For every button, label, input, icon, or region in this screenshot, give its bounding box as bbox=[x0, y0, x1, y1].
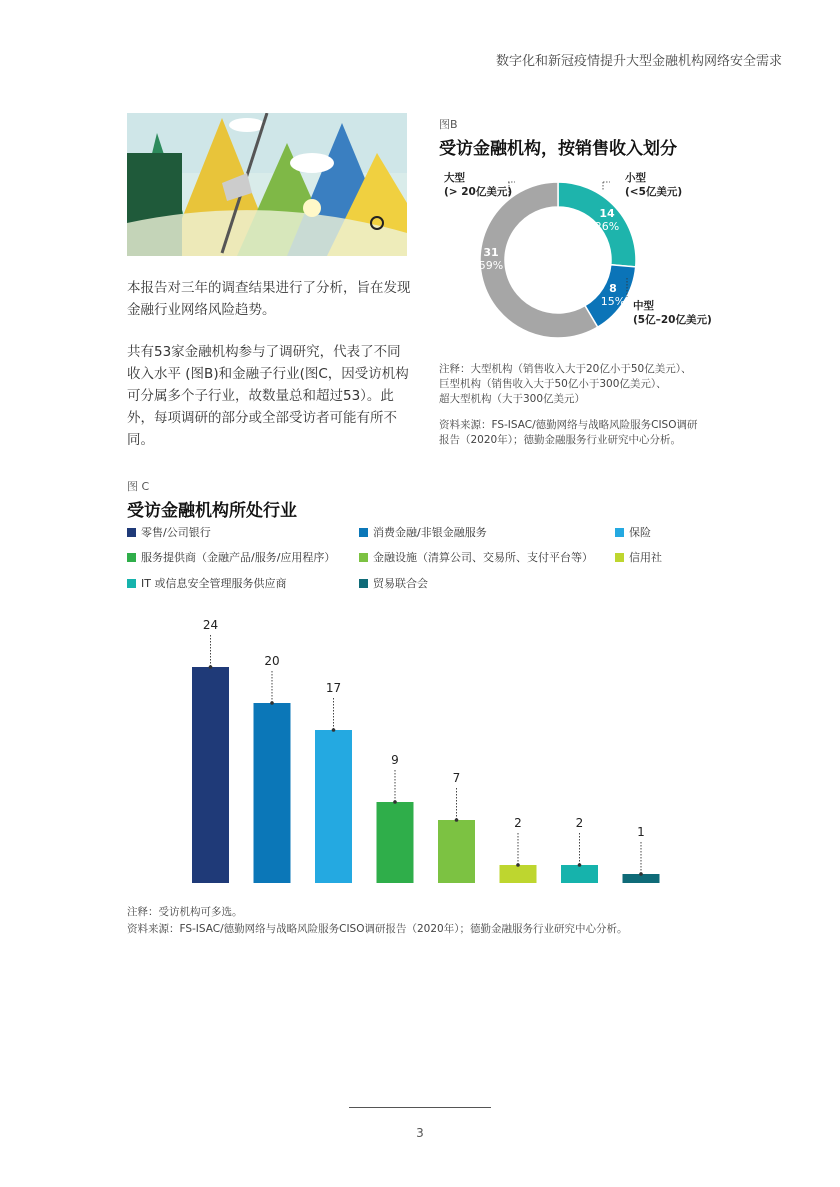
legend-swatch bbox=[359, 579, 368, 588]
bar bbox=[561, 865, 598, 883]
figure-c-label: 图 C bbox=[127, 480, 150, 493]
figure-c-note: 注释：受访机构可多选。 bbox=[127, 906, 243, 918]
cover-illustration bbox=[127, 113, 407, 256]
legend-swatch bbox=[615, 528, 624, 537]
figure-b-source: 资料来源：FS-ISAC/德勤网络与战略风险服务CISO调研 报告（2020年）；德勤金融服务行业研究中心分析。 bbox=[439, 419, 698, 446]
bar-label-anchor bbox=[393, 800, 397, 804]
figure-c-title: 受访金融机构所处行业 bbox=[127, 501, 297, 521]
bar-chart bbox=[180, 610, 680, 895]
bar bbox=[192, 667, 229, 883]
figure-c-source: 资料来源：FS-ISAC/德勤网络与战略风险服务CISO调研报告（2020年）；德勤金融服务行业研究中心分析。 bbox=[127, 923, 628, 935]
bar bbox=[438, 820, 475, 883]
legend-item: 金融设施（清算公司、交易所、支付平台等） bbox=[359, 549, 593, 565]
page-number: 3 bbox=[416, 1126, 424, 1140]
bar-value-label: 1 bbox=[637, 825, 645, 839]
figure-b-title: 受访金融机构，按销售收入划分 bbox=[439, 139, 677, 159]
bar bbox=[377, 802, 414, 883]
bar-value-label: 9 bbox=[391, 753, 399, 767]
bar-label-anchor bbox=[332, 728, 336, 732]
figure-b-label: 图B bbox=[439, 118, 458, 131]
slice-value-small: 14 26% bbox=[594, 207, 620, 233]
legend-item: 保险 bbox=[615, 524, 651, 540]
legend-swatch bbox=[127, 553, 136, 562]
legend-swatch bbox=[127, 579, 136, 588]
bar-label-anchor bbox=[270, 701, 274, 705]
figure-b-note: 注释：大型机构（销售收入大于20亿小于50亿美元）、 巨型机构（销售收入大于50亿小于300亿美元）、 超大型机构（大于300亿美元） bbox=[439, 363, 692, 405]
bar-label-anchor bbox=[639, 872, 643, 876]
bar bbox=[315, 730, 352, 883]
bar bbox=[500, 865, 537, 883]
legend-item: 零售/公司银行 bbox=[127, 524, 211, 540]
bar-label-anchor bbox=[209, 665, 213, 669]
legend-item: 消费金融/非银金融服务 bbox=[359, 524, 487, 540]
bar-value-label: 24 bbox=[202, 618, 219, 632]
bar bbox=[254, 703, 291, 883]
slice-label-large: 大型 (> 20亿美元) bbox=[444, 172, 513, 198]
legend-item: 服务提供商（金融产品/服务/应用程序） bbox=[127, 549, 335, 565]
slice-value-large: 31 59% bbox=[478, 246, 504, 272]
intro-paragraph-1: 本报告对三年的调查结果进行了分析，旨在发现金融行业网络风险趋势。 bbox=[127, 280, 411, 318]
legend-swatch bbox=[359, 553, 368, 562]
bar-label-anchor bbox=[578, 863, 582, 867]
slice-label-medium: 中型 (5亿–20亿美元) bbox=[633, 300, 712, 326]
bar-value-label: 20 bbox=[264, 654, 280, 668]
legend-item: 信用社 bbox=[615, 549, 662, 565]
bar-value-label: 7 bbox=[452, 771, 461, 785]
bar-label-anchor bbox=[516, 863, 520, 867]
legend-swatch bbox=[127, 528, 136, 537]
bar-value-label: 17 bbox=[325, 681, 342, 695]
slice-value-medium: 8 15% bbox=[600, 282, 626, 308]
slice-label-small: 小型 (<5亿美元) bbox=[625, 172, 683, 198]
legend-item: IT 或信息安全管理服务供应商 bbox=[127, 575, 286, 591]
intro-paragraph-2: 共有53家金融机构参与了调研究，代表了不同收入水平 (图B)和金融子行业(图C，因受访机构可分属多个子行业，故数量总和超过53）。此外，每项调研的部分或全部受访者可能有所不同。 bbox=[127, 344, 409, 448]
legend-item: 贸易联合会 bbox=[359, 575, 428, 591]
footer-rule bbox=[349, 1107, 491, 1108]
legend-swatch bbox=[615, 553, 624, 562]
bar-value-label: 2 bbox=[575, 816, 584, 830]
running-header: 数字化和新冠疫情提升大型金融机构网络安全需求 bbox=[495, 54, 782, 69]
bar-label-anchor bbox=[455, 818, 459, 822]
bar-value-label: 2 bbox=[514, 816, 522, 830]
legend-swatch bbox=[359, 528, 368, 537]
